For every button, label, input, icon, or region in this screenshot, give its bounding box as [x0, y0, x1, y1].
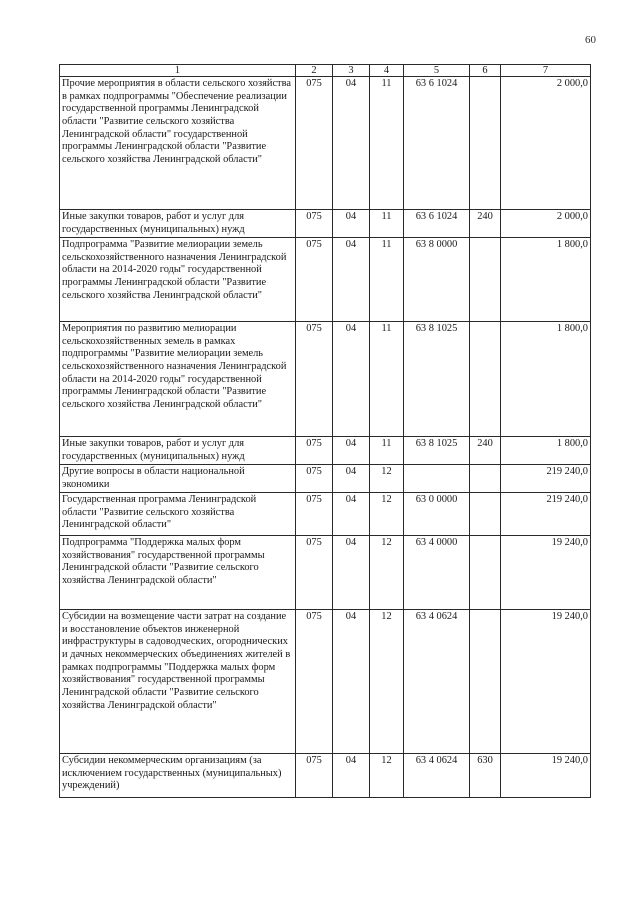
cell-subsection: 12 — [370, 465, 404, 493]
cell-section: 04 — [333, 465, 370, 493]
cell-subsection: 12 — [370, 754, 404, 798]
column-header: 1 — [60, 65, 296, 77]
cell-section: 04 — [333, 322, 370, 437]
table-row — [60, 610, 591, 754]
table-row — [60, 238, 591, 322]
cell-ministry: 075 — [296, 536, 333, 610]
cell-target-article: 63 8 1025 — [404, 437, 470, 465]
cell-ministry: 075 — [296, 465, 333, 493]
cell-amount: 2 000,0 — [501, 77, 591, 210]
cell-ministry: 075 — [296, 610, 333, 754]
cell-amount: 19 240,0 — [501, 610, 591, 754]
cell-target-article: 63 8 0000 — [404, 238, 470, 322]
cell-subsection: 11 — [370, 77, 404, 210]
cell-section: 04 — [333, 77, 370, 210]
cell-amount: 1 800,0 — [501, 322, 591, 437]
cell-target-article: 63 6 1024 — [404, 210, 470, 238]
table-row — [60, 465, 591, 493]
cell-target-article: 63 4 0624 — [404, 610, 470, 754]
row-name: Иные закупки товаров, работ и услуг для государственных (муниципальных) нужд — [60, 437, 296, 465]
cell-ministry: 075 — [296, 754, 333, 798]
cell-target-article: 63 8 1025 — [404, 322, 470, 437]
cell-target-article: 63 4 0000 — [404, 536, 470, 610]
column-header: 5 — [404, 65, 470, 77]
cell-expense-type — [470, 322, 501, 437]
cell-section: 04 — [333, 437, 370, 465]
column-header: 4 — [370, 65, 404, 77]
row-name: Другие вопросы в области национальной экономики — [60, 465, 296, 493]
column-header: 3 — [333, 65, 370, 77]
cell-target-article: 63 4 0624 — [404, 754, 470, 798]
cell-ministry: 075 — [296, 210, 333, 238]
cell-subsection: 11 — [370, 238, 404, 322]
cell-expense-type — [470, 493, 501, 536]
cell-section: 04 — [333, 610, 370, 754]
cell-expense-type: 240 — [470, 210, 501, 238]
row-name: Иные закупки товаров, работ и услуг для государственных (муниципальных) нужд — [60, 210, 296, 238]
cell-ministry: 075 — [296, 322, 333, 437]
cell-section: 04 — [333, 238, 370, 322]
cell-subsection: 11 — [370, 437, 404, 465]
cell-section: 04 — [333, 210, 370, 238]
cell-amount: 219 240,0 — [501, 465, 591, 493]
cell-expense-type — [470, 536, 501, 610]
cell-ministry: 075 — [296, 437, 333, 465]
row-name: Мероприятия по развитию мелиорации сельскохозяйственных земель в рамках подпрограммы "Развитие мелиорации земель сельскохозяйственного назначения Ленинградской области на 2014-2020 годы" государственной программы Ленинградской области "Развитие сельского хозяйства Ленинградской области" — [60, 322, 296, 437]
cell-amount: 1 800,0 — [501, 238, 591, 322]
table-row — [60, 536, 591, 610]
row-name: Подпрограмма "Развитие мелиорации земель сельскохозяйственного назначения Ленинградской области на 2014-2020 годы" государственной программы Ленинградской области "Развитие сельского хозяйства Ленинградской области" — [60, 238, 296, 322]
cell-section: 04 — [333, 493, 370, 536]
page-number: 60 — [585, 34, 596, 46]
row-name: Государственная программа Ленинградской области "Развитие сельского хозяйства Ленинградской области" — [60, 493, 296, 536]
table-row — [60, 210, 591, 238]
cell-ministry: 075 — [296, 493, 333, 536]
row-name: Субсидии на возмещение части затрат на создание и восстановление объектов инженерной инфраструктуры в садоводческих, огороднических и дачных некоммерческих объединениях жителей в рамках подпрограммы "Поддержка малых форм хозяйствования" государственной программы Ленинградской области "Развитие сельского хозяйства Ленинградской области" — [60, 610, 296, 754]
column-header: 7 — [501, 65, 591, 77]
cell-ministry: 075 — [296, 77, 333, 210]
cell-subsection: 12 — [370, 610, 404, 754]
table-row — [60, 754, 591, 798]
budget-table — [59, 64, 591, 798]
cell-expense-type — [470, 77, 501, 210]
row-name: Субсидии некоммерческим организациям (за исключением государственных (муниципальных) учреждений) — [60, 754, 296, 798]
cell-target-article: 63 0 0000 — [404, 493, 470, 536]
table-row — [60, 437, 591, 465]
table-row — [60, 77, 591, 210]
cell-subsection: 11 — [370, 210, 404, 238]
cell-subsection: 11 — [370, 322, 404, 437]
cell-amount: 2 000,0 — [501, 210, 591, 238]
row-name: Подпрограмма "Поддержка малых форм хозяйствования" государственной программы Ленинградской области "Развитие сельского хозяйства Ленинградской области" — [60, 536, 296, 610]
cell-expense-type — [470, 238, 501, 322]
cell-expense-type — [470, 465, 501, 493]
cell-amount: 219 240,0 — [501, 493, 591, 536]
cell-subsection: 12 — [370, 493, 404, 536]
cell-target-article: 63 6 1024 — [404, 77, 470, 210]
table-row — [60, 322, 591, 437]
column-header: 2 — [296, 65, 333, 77]
table-header-row — [60, 65, 591, 77]
cell-expense-type — [470, 610, 501, 754]
cell-target-article — [404, 465, 470, 493]
cell-section: 04 — [333, 536, 370, 610]
row-name: Прочие мероприятия в области сельского хозяйства в рамках подпрограммы "Обеспечение реализации государственной программы Ленинградской области "Развитие сельского хозяйства Ленинградской области" государственной программы Ленинградской области "Развитие сельского хозяйства Ленинградской области" — [60, 77, 296, 210]
column-header: 6 — [470, 65, 501, 77]
cell-expense-type: 240 — [470, 437, 501, 465]
cell-ministry: 075 — [296, 238, 333, 322]
table-row — [60, 493, 591, 536]
cell-amount: 19 240,0 — [501, 536, 591, 610]
cell-subsection: 12 — [370, 536, 404, 610]
cell-expense-type: 630 — [470, 754, 501, 798]
cell-amount: 19 240,0 — [501, 754, 591, 798]
cell-section: 04 — [333, 754, 370, 798]
cell-amount: 1 800,0 — [501, 437, 591, 465]
